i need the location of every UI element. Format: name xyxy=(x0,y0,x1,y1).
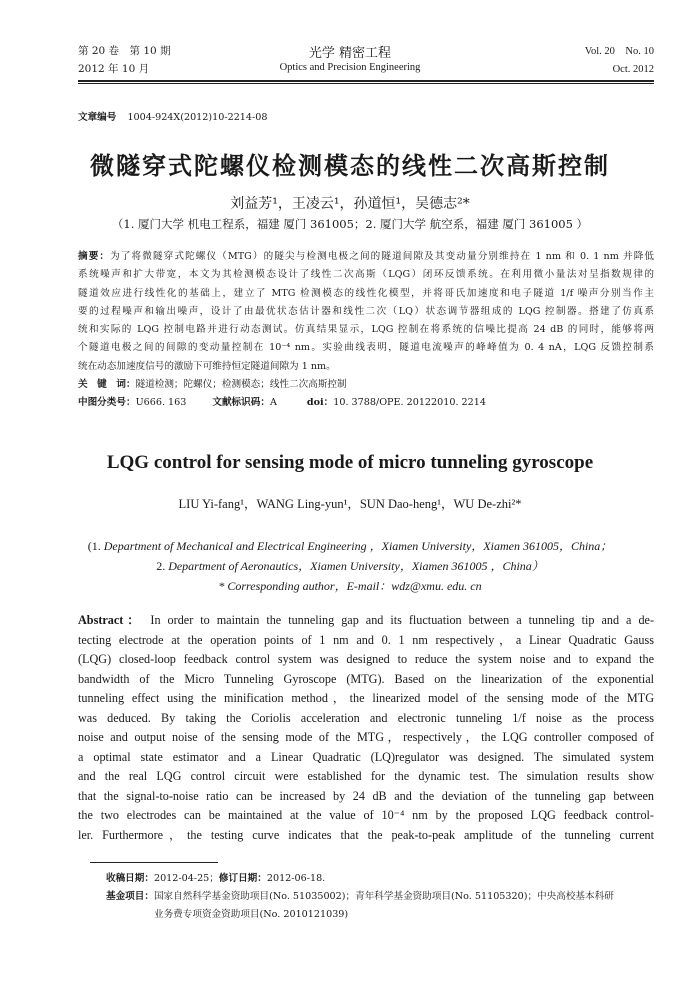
en-affiliation xyxy=(0,536,700,596)
en-title: LQG control for sensing mode of micro tunneling gyroscope xyxy=(106,452,594,473)
clc-value: U666. 163 xyxy=(135,397,187,409)
en-abstract xyxy=(78,611,654,845)
cn-abstract-line: 统在动态加速度信号的激励下可维持恒定隧道间隙为 1 nm。 xyxy=(78,360,336,372)
affil-num: (1. xyxy=(87,539,104,553)
cn-abstract-line: 隧道效应进行线性化的基础上，建立了 MTG 检测模态的线性化模型，并将哥氏加速度和电子隧道 1/f 噪声分别当作主 xyxy=(78,287,654,299)
cn-abstract-line: 要的过程噪声和输出噪声，设计了由最优状态估计器和线性二次（LQ）状态调节器组成的 LQG 控制器。搭建了仿真系 xyxy=(78,305,654,317)
doi-value: 10. 3788/OPE. 20122010. 2214 xyxy=(333,397,486,409)
clc-label: 中图分类号： xyxy=(78,397,136,409)
received-label: 收稿日期： xyxy=(106,873,154,884)
cn-abstract-line: 个隧道电极之间的间隙的变动量控制在 10⁻⁴ nm。实验曲线表明，隧道电流噪声的峰峰值为 0. 4 nA，LQG 反馈控制系 xyxy=(78,342,654,354)
footnote xyxy=(106,870,666,924)
journal-date: 2012 年 10 月 xyxy=(78,63,150,75)
article-number-label: 文章编号 xyxy=(78,112,117,123)
en-abstract-line: tunneling effect using the minification method，the linearized model of the sensing mode of the MTG xyxy=(78,691,654,705)
en-abstract-line: that the signal-to-noise ratio can be increased by 24 dB and the deviation of the tunneling gap between xyxy=(78,788,654,803)
en-abstract-line xyxy=(78,611,654,631)
affil-dept: Department of Mechanical and Electrical Engineering xyxy=(103,539,367,553)
en-abstract-line: was deduced. By taking the Coriolis acceleration and electronic tunneling 1/f noise as the process xyxy=(78,710,654,725)
doc-code-value: A xyxy=(269,397,277,409)
received-value: 2012-04-25； xyxy=(153,873,219,884)
en-abstract-line: noise and output noise of the sensing mode of the MTG，respectively，the LQG controller composed of xyxy=(78,730,654,744)
en-authors: LIU Yi-fang¹，WANG Ling-yun¹，SUN Dao-heng¹，WU De-zhi²* xyxy=(178,497,522,511)
journal-date-en: Oct. 2012 xyxy=(612,64,654,75)
en-affiliation-line2 xyxy=(0,556,700,576)
en-abstract-label: Abstract： xyxy=(78,613,144,627)
cn-abstract-text: 为了将微隧穿式陀螺仪（MTG）的隧尖与检测电极之间的隧道间隙及其变动量分别维持在 1 nm 和 0. 1 nm 并降低 xyxy=(110,251,654,262)
corresponding-author: * Corresponding author，E-mail：wdz@xmu. edu. cn xyxy=(218,579,482,593)
affil-num: 2. xyxy=(156,559,169,573)
fund-label: 基金项目： xyxy=(106,891,154,902)
en-abstract-text: In order to maintain the tunneling gap and its fluctuation between a tunneling tip and a de- xyxy=(143,613,655,627)
header-rule-thin xyxy=(78,83,654,84)
keywords xyxy=(78,376,654,394)
article-number xyxy=(78,109,267,123)
en-abstract-line: (LQG) closed-loop feedback control system was designed to reduce the system noise and to expand the xyxy=(78,652,654,666)
en-abstract-line: and the real LQG control circuit were established for the dynamic test. The simulation results show xyxy=(78,769,654,783)
journal-volume-en: Vol. 20 No. 10 xyxy=(584,46,654,57)
en-abstract-line: a optimal state estimator and a Linear Quadratic (LQ)regulator was designed. The simulated system xyxy=(78,749,654,764)
revised-value: 2012-06-18. xyxy=(266,873,326,884)
classification xyxy=(78,394,654,412)
article-number-value: 1004-924X(2012)10-2214-08 xyxy=(127,112,268,123)
fund-line1: 国家自然科学基金资助项目(No. 51035002)；青年科学基金资助项目(No. 51105320)；中央高校基本科研 xyxy=(153,891,614,902)
cn-abstract xyxy=(78,248,654,413)
cn-abstract-line: 系统噪声和扩大带宽，本文为其检测模态设计了线性二次高斯（LQG）闭环反馈系统。在利用微小量法对呈指数规律的 xyxy=(78,269,654,281)
journal-name-en: Optics and Precision Engineering xyxy=(279,62,421,73)
keywords-label: 关 键 词： xyxy=(78,379,136,391)
en-abstract-line: tecting electrode at the operation points of 1 nm and 0. 1 nm respectively，a Linear Quadratic Gauss xyxy=(78,632,654,647)
header-rule xyxy=(78,80,654,82)
revised-label: 修订日期： xyxy=(218,873,267,884)
affil-rest: ，Xiamen University，Xiamen 361005 ，China） xyxy=(298,559,544,573)
en-abstract-line: ler. Furthermore，the testing curve indicates that the peak-to-peak amplitude of the tunneling current xyxy=(78,827,654,842)
keywords-value: 隧道检测；陀螺仪；检测模态；线性二次高斯控制 xyxy=(135,379,347,391)
affil-dept: Department of Aeronautics xyxy=(168,559,299,573)
en-affiliation-line1 xyxy=(0,536,700,556)
footnote-fund xyxy=(106,888,666,906)
en-abstract-line: the two electrodes can be maintained at the value of 10⁻⁴ nm by the proposed LQG feedback control- xyxy=(78,808,654,822)
journal-volume: 第 20 卷 第 10 期 xyxy=(78,45,171,57)
fund-line2: 业务费专项资金资助项目(No. 2010121039) xyxy=(154,909,349,920)
doi-label: doi： xyxy=(306,397,334,409)
cn-affiliation: （1. 厦门大学 机电工程系，福建 厦门 361005；2. 厦门大学 航空系，福建 厦门 361005 ） xyxy=(111,217,589,231)
footnote-dates xyxy=(106,870,666,888)
affil-rest: ，Xiamen University，Xiamen 361005，China； xyxy=(366,539,613,553)
footnote-rule xyxy=(90,862,218,863)
cn-title: 微隧穿式陀螺仪检测模态的线性二次高斯控制 xyxy=(90,152,610,180)
cn-abstract-line xyxy=(78,248,654,266)
cn-authors: 刘益芳¹，王凌云¹，孙道恒¹，吴德志²* xyxy=(230,196,470,212)
cn-abstract-line: 统和实际的 LQG 控制电路并进行动态测试。仿真结果显示，LQG 控制在将系统的信噪比提高 24 dB 的同时，能够将两 xyxy=(78,324,654,336)
doc-code-label: 文献标识码： xyxy=(212,397,270,409)
cn-abstract-label: 摘要： xyxy=(78,251,111,262)
en-abstract-line: bandwidth of the Micro Tunneling Gyroscope (MTG). Based on the linearization of the exponential xyxy=(78,671,654,686)
journal-name-cn: 光学 精密工程 xyxy=(308,46,392,61)
